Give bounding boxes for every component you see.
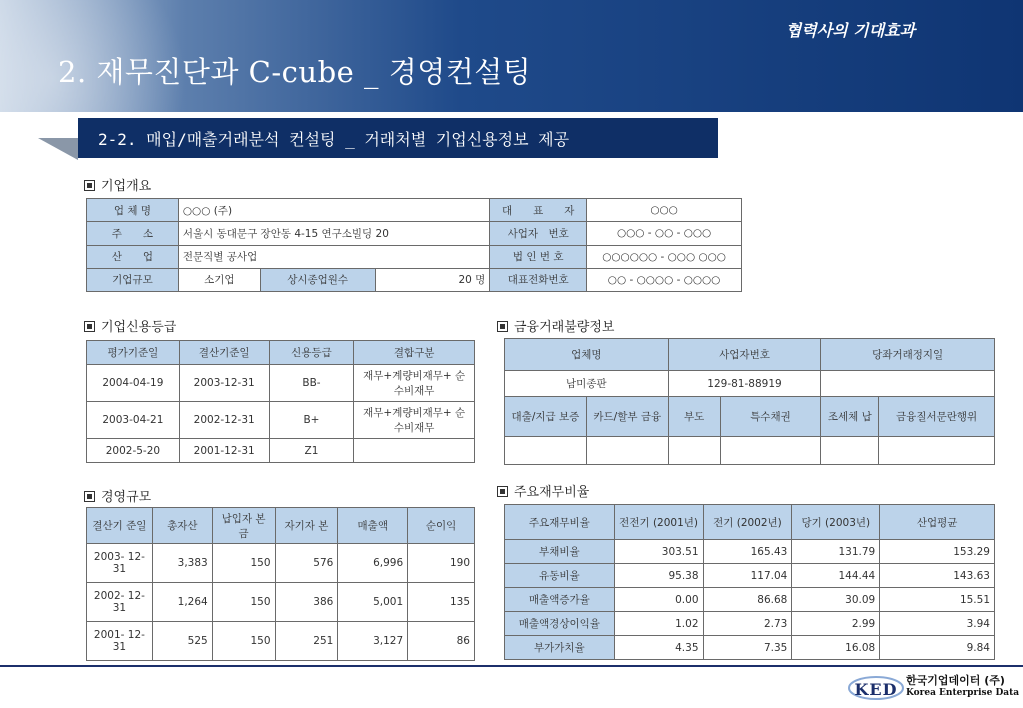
cell: 129-81-88919 <box>668 371 821 397</box>
footer-divider <box>0 665 1023 667</box>
section-company-overview <box>84 175 151 194</box>
cell: 30.09 <box>792 588 880 612</box>
row-label: 부채비율 <box>505 540 615 564</box>
logo-korean: 한국기업데이터 (주) <box>906 674 1005 687</box>
cell: 3,383 <box>152 544 212 583</box>
cell: 144.44 <box>792 564 880 588</box>
cell: 86 <box>408 622 475 661</box>
table-row <box>505 437 995 465</box>
cell: 3,127 <box>338 622 408 661</box>
cell: 2004-04-19 <box>87 364 180 401</box>
cell: 251 <box>275 622 338 661</box>
section-label: 협력사의 기대효과 <box>785 21 915 40</box>
label-name: 업 체 명 <box>87 199 179 222</box>
col-header: 자기자 본 <box>275 508 338 544</box>
label-ceo: 대 표 자 <box>490 199 587 222</box>
cell: 117.04 <box>703 564 792 588</box>
cell <box>354 439 475 463</box>
cell <box>586 437 668 465</box>
cell: B+ <box>269 401 354 438</box>
value-phone: ○○ - ○○○○ - ○○○○ <box>587 268 742 291</box>
value-address: 서울시 동대문구 장안동 4-15 연구소빌딩 20 <box>178 222 489 245</box>
col-header: 총자산 <box>152 508 212 544</box>
section-credit-rating <box>84 316 176 335</box>
bullet-icon <box>84 180 95 191</box>
label-phone: 대표전화번호 <box>490 268 587 291</box>
col-header: 산업평균 <box>880 505 995 540</box>
page-title: 2. 재무진단과 C-cube _ 경영컨설팅 <box>58 55 532 89</box>
col-header: 금융질서문란행위 <box>879 397 995 437</box>
value-ceo: ○○○ <box>587 199 742 222</box>
cell: 150 <box>212 622 275 661</box>
cell: 2.99 <box>792 612 880 636</box>
col-header: 당기 (2003년) <box>792 505 880 540</box>
cell: 남미종판 <box>505 371 669 397</box>
cell: 2003-04-21 <box>87 401 180 438</box>
cell: 1,264 <box>152 583 212 622</box>
col-header: 순이익 <box>408 508 475 544</box>
cell: 2003-12-31 <box>179 364 269 401</box>
cell: 4.35 <box>614 636 703 660</box>
row-label: 매출액증가율 <box>505 588 615 612</box>
section-business-scale <box>84 486 151 505</box>
table-row <box>505 588 995 612</box>
section-title: 주요재무비율 <box>514 485 590 500</box>
table-row <box>87 364 475 401</box>
cell: 3.94 <box>880 612 995 636</box>
cell: BB- <box>269 364 354 401</box>
table-row <box>87 583 475 622</box>
key-ratios-table <box>504 504 995 660</box>
cell: 15.51 <box>880 588 995 612</box>
cell: 2001- 12-31 <box>87 622 153 661</box>
cell: 2002- 12-31 <box>87 583 153 622</box>
cell: 7.35 <box>703 636 792 660</box>
label-corp-no: 법 인 번 호 <box>490 245 587 268</box>
col-header: 전전기 (2001년) <box>614 505 703 540</box>
cell: 135 <box>408 583 475 622</box>
label-biz-no: 사업자 번호 <box>490 222 587 245</box>
cell: 131.79 <box>792 540 880 564</box>
cell <box>720 437 821 465</box>
bullet-icon <box>84 321 95 332</box>
bullet-icon <box>84 491 95 502</box>
value-industry: 전문직별 공사업 <box>178 245 489 268</box>
label-size: 기업규모 <box>87 268 179 291</box>
section-key-ratios <box>497 481 589 500</box>
col-header: 대출/지급 보증 <box>505 397 587 437</box>
ked-logo <box>848 672 1020 704</box>
cell: 9.84 <box>880 636 995 660</box>
col-header: 신용등급 <box>269 341 354 365</box>
section-financial-default <box>497 316 614 335</box>
table-row <box>505 540 995 564</box>
cell <box>879 437 995 465</box>
cell: 95.38 <box>614 564 703 588</box>
cell: 143.63 <box>880 564 995 588</box>
col-header: 업체명 <box>505 339 669 371</box>
cell: 165.43 <box>703 540 792 564</box>
cell: 1.02 <box>614 612 703 636</box>
value-corp-no: ○○○○○○ - ○○○ ○○○ <box>587 245 742 268</box>
cell <box>505 437 587 465</box>
cell: 303.51 <box>614 540 703 564</box>
banner-wedge <box>38 138 78 160</box>
col-header: 주요재무비율 <box>505 505 615 540</box>
col-header: 납입자 본금 <box>212 508 275 544</box>
table-row <box>505 612 995 636</box>
col-header: 사업자번호 <box>668 339 821 371</box>
section-title: 금융거래불량정보 <box>514 320 615 335</box>
company-overview-table <box>86 198 742 292</box>
cell <box>668 437 720 465</box>
table-row <box>505 636 995 660</box>
col-header: 당좌거래정지일 <box>821 339 995 371</box>
subtitle-banner <box>78 118 718 158</box>
row-label: 유동비율 <box>505 564 615 588</box>
cell: 190 <box>408 544 475 583</box>
table-row <box>505 371 995 397</box>
bullet-icon <box>497 321 508 332</box>
cell: 6,996 <box>338 544 408 583</box>
cell: 16.08 <box>792 636 880 660</box>
col-header: 특수채권 <box>720 397 821 437</box>
cell: 재무+계량비재무+ 순수비재무 <box>354 401 475 438</box>
col-header: 매출액 <box>338 508 408 544</box>
header-banner <box>0 0 1023 112</box>
cell: 5,001 <box>338 583 408 622</box>
label-employees: 상시종업원수 <box>260 268 375 291</box>
col-header: 전기 (2002년) <box>703 505 792 540</box>
label-industry: 산 업 <box>87 245 179 268</box>
logo-mark: KED <box>854 680 898 699</box>
business-scale-table <box>86 507 475 661</box>
value-biz-no: ○○○ - ○○ - ○○○ <box>587 222 742 245</box>
col-header: 부도 <box>668 397 720 437</box>
label-address: 주 소 <box>87 222 179 245</box>
cell: 2001-12-31 <box>179 439 269 463</box>
col-header: 카드/할부 금융 <box>586 397 668 437</box>
cell: 576 <box>275 544 338 583</box>
bullet-icon <box>497 486 508 497</box>
col-header: 결합구분 <box>354 341 475 365</box>
cell: 2003- 12-31 <box>87 544 153 583</box>
logo-english: Korea Enterprise Data <box>906 688 1020 698</box>
cell <box>821 371 995 397</box>
cell: 재무+계량비재무+ 순수비재무 <box>354 364 475 401</box>
cell: 2002-12-31 <box>179 401 269 438</box>
section-title: 기업신용등급 <box>101 320 177 335</box>
row-label: 부가가치율 <box>505 636 615 660</box>
col-header: 평가기준일 <box>87 341 180 365</box>
table-row <box>87 622 475 661</box>
cell: 525 <box>152 622 212 661</box>
section-title: 경영규모 <box>101 490 152 505</box>
cell: 2.73 <box>703 612 792 636</box>
value-size: 소기업 <box>178 268 260 291</box>
cell: 150 <box>212 544 275 583</box>
value-employees: 20 명 <box>375 268 490 291</box>
cell: 150 <box>212 583 275 622</box>
cell: Z1 <box>269 439 354 463</box>
col-header: 조세체 납 <box>821 397 879 437</box>
table-row <box>87 439 475 463</box>
cell: 386 <box>275 583 338 622</box>
col-header: 결산기준일 <box>179 341 269 365</box>
cell: 86.68 <box>703 588 792 612</box>
value-name: ○○○ (주) <box>178 199 489 222</box>
table-row <box>87 401 475 438</box>
table-row <box>87 544 475 583</box>
row-label: 매출액경상이익율 <box>505 612 615 636</box>
subtitle: 2-2. 매입/매출거래분석 컨설팅 _ 거래처별 기업신용정보 제공 <box>98 130 570 149</box>
cell: 0.00 <box>614 588 703 612</box>
cell: 153.29 <box>880 540 995 564</box>
table-row <box>505 564 995 588</box>
financial-default-table <box>504 338 995 465</box>
cell: 2002-5-20 <box>87 439 180 463</box>
col-header: 결산기 준일 <box>87 508 153 544</box>
credit-rating-table <box>86 340 475 463</box>
cell <box>821 437 879 465</box>
section-title: 기업개요 <box>101 179 152 194</box>
